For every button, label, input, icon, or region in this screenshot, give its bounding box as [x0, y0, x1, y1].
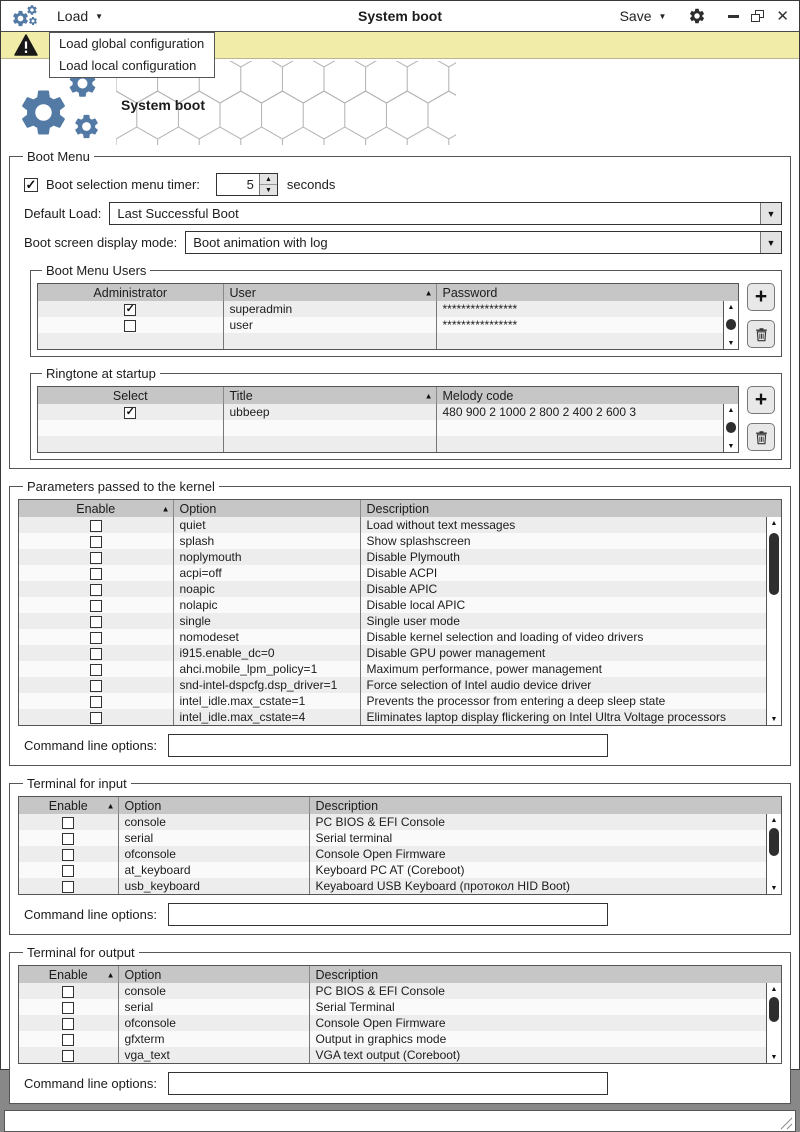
- cell-checkbox: [19, 581, 173, 597]
- cell-option: nolapic: [173, 597, 360, 613]
- cell-option: serial: [118, 999, 309, 1015]
- scroll-down-icon[interactable]: ▼: [727, 339, 735, 347]
- cell-checkbox: [19, 846, 118, 862]
- table-row[interactable]: [19, 999, 781, 1015]
- row-checkbox[interactable]: ✓: [125, 303, 135, 316]
- cell-checkbox: [19, 814, 118, 830]
- timer-row: [18, 173, 782, 196]
- plus-icon: +: [754, 284, 768, 308]
- table-scrollbar[interactable]: [766, 814, 781, 894]
- scrollbar-thumb[interactable]: [726, 422, 736, 433]
- cell-description: PC BIOS & EFI Console: [309, 814, 781, 830]
- display-mode-value: Boot animation with log: [193, 235, 328, 250]
- close-button[interactable]: ✕: [776, 7, 789, 25]
- cell-description: Eliminates laptop display flickering on Intel Ultra Voltage processors: [360, 709, 781, 725]
- load-menu-label: Load: [57, 8, 89, 24]
- cell-option: console: [118, 983, 309, 999]
- cell-option: gfxterm: [118, 1031, 309, 1047]
- column-header-enable[interactable]: Enable ▲: [19, 966, 118, 983]
- cell-description: Console Open Firmware: [309, 846, 781, 862]
- chevron-down-icon: ▼: [658, 11, 667, 21]
- table-row[interactable]: [19, 533, 781, 549]
- row-checkbox[interactable]: [90, 584, 102, 596]
- column-header-enable[interactable]: Enable ▲: [19, 797, 118, 814]
- timer-label: Boot selection menu timer:: [46, 177, 200, 192]
- cell-title: ubbeep: [223, 404, 436, 420]
- cell-checkbox: [38, 436, 223, 452]
- cell-option: acpi=off: [173, 565, 360, 581]
- cell-checkbox: [19, 1047, 118, 1063]
- default-load-value: Last Successful Boot: [117, 206, 239, 221]
- cell-checkbox: [19, 549, 173, 565]
- table-row[interactable]: [19, 581, 781, 597]
- cmdline-label: Command line options:: [24, 907, 157, 922]
- table-row[interactable]: [19, 613, 781, 629]
- row-checkbox[interactable]: [62, 817, 74, 829]
- cell-title: [223, 420, 436, 436]
- scrollbar-thumb[interactable]: [769, 828, 779, 856]
- cell-option: ahci.mobile_lpm_policy=1: [173, 661, 360, 677]
- cell-option: vga_text: [118, 1047, 309, 1063]
- table-row[interactable]: [38, 301, 738, 317]
- scrollbar-thumb[interactable]: [769, 533, 779, 596]
- table-row[interactable]: [38, 317, 738, 333]
- cell-checkbox: [38, 333, 223, 349]
- boot-menu-users-group: [30, 263, 782, 357]
- sort-asc-icon: ▲: [424, 288, 433, 297]
- display-mode-label: Boot screen display mode:: [24, 235, 178, 250]
- cell-checkbox: [19, 645, 173, 661]
- cell-checkbox: [19, 862, 118, 878]
- row-checkbox[interactable]: [90, 600, 102, 612]
- row-checkbox[interactable]: [62, 881, 74, 893]
- cell-user: [223, 333, 436, 349]
- scroll-down-icon[interactable]: ▼: [770, 1053, 778, 1061]
- table-row[interactable]: [19, 693, 781, 709]
- cell-description: Disable local APIC: [360, 597, 781, 613]
- row-checkbox[interactable]: [90, 520, 102, 532]
- ringtone-table: [37, 386, 739, 453]
- row-checkbox[interactable]: [62, 986, 74, 998]
- table-row[interactable]: [19, 814, 781, 830]
- row-checkbox[interactable]: [90, 712, 102, 724]
- sort-asc-icon: ▲: [106, 970, 115, 979]
- timer-value[interactable]: 5: [217, 174, 259, 195]
- terminal-output-cmdline-input[interactable]: [168, 1072, 608, 1095]
- table-row[interactable]: [19, 597, 781, 613]
- cell-description: Disable Plymouth: [360, 549, 781, 565]
- column-header-option[interactable]: Option: [173, 500, 360, 517]
- scroll-up-icon[interactable]: ▲: [727, 303, 735, 311]
- cell-option: usb_keyboard: [118, 878, 309, 894]
- display-mode-select[interactable]: [185, 231, 782, 254]
- terminal-input-cmdline-input[interactable]: [168, 903, 608, 926]
- cell-checkbox: [38, 317, 223, 333]
- kernel-params-group: [9, 479, 791, 766]
- cell-checkbox: [19, 693, 173, 709]
- cell-checkbox: [19, 1015, 118, 1031]
- cell-option: console: [118, 814, 309, 830]
- cell-checkbox: [19, 830, 118, 846]
- table-scrollbar[interactable]: [723, 301, 738, 349]
- cell-checkbox: [19, 533, 173, 549]
- default-load-select[interactable]: [109, 202, 782, 225]
- table-row[interactable]: [19, 661, 781, 677]
- cell-checkbox: [19, 709, 173, 725]
- cell-checkbox: [19, 983, 118, 999]
- table-row[interactable]: [19, 565, 781, 581]
- row-checkbox[interactable]: [124, 320, 136, 332]
- table-row[interactable]: [19, 645, 781, 661]
- scroll-up-icon[interactable]: ▲: [727, 406, 735, 414]
- row-checkbox[interactable]: [62, 1034, 74, 1046]
- resize-grip[interactable]: [780, 1117, 793, 1130]
- app-gears-icon: [11, 4, 41, 28]
- delete-user-button[interactable]: [747, 320, 775, 348]
- table-row[interactable]: [19, 862, 781, 878]
- table-row[interactable]: [19, 517, 781, 533]
- cell-option: noplymouth: [173, 549, 360, 565]
- cell-checkbox: [19, 661, 173, 677]
- cell-description: Show splashscreen: [360, 533, 781, 549]
- row-checkbox[interactable]: ✓: [125, 406, 135, 419]
- cmdline-label: Command line options:: [24, 1076, 157, 1091]
- ringtone-group: [30, 366, 782, 460]
- timer-spinbox[interactable]: [216, 173, 278, 196]
- cell-option: serial: [118, 830, 309, 846]
- boot-menu-legend: Boot Menu: [27, 149, 90, 164]
- scroll-up-icon[interactable]: ▲: [770, 816, 778, 824]
- table-row[interactable]: [19, 846, 781, 862]
- cell-password: ****************: [436, 301, 738, 317]
- terminal-output-legend: Terminal for output: [27, 945, 135, 960]
- row-checkbox[interactable]: [90, 536, 102, 548]
- scroll-down-icon[interactable]: ▼: [727, 442, 735, 450]
- users-table: [37, 283, 739, 350]
- row-checkbox[interactable]: [90, 568, 102, 580]
- cell-option: ofconsole: [118, 846, 309, 862]
- terminal-input-group: [9, 776, 791, 935]
- cell-option: noapic: [173, 581, 360, 597]
- scroll-up-icon[interactable]: ▲: [770, 519, 778, 527]
- cell-description: PC BIOS & EFI Console: [309, 983, 781, 999]
- save-menu-button[interactable]: [620, 8, 667, 24]
- column-header-enable[interactable]: Enable ▲: [19, 500, 173, 517]
- trash-icon: [753, 326, 770, 343]
- window-title: System boot: [357, 8, 443, 24]
- cell-description: Serial terminal: [309, 830, 781, 846]
- add-ringtone-button[interactable]: [747, 386, 775, 414]
- column-header-option[interactable]: Option: [118, 966, 309, 983]
- cell-user: user: [223, 317, 436, 333]
- sort-asc-icon: ▲: [161, 504, 170, 513]
- column-header-title[interactable]: Title ▲: [223, 387, 436, 404]
- cell-option: at_keyboard: [118, 862, 309, 878]
- cell-description: Disable APIC: [360, 581, 781, 597]
- scroll-down-icon[interactable]: ▼: [770, 715, 778, 723]
- column-header-administrator[interactable]: Administrator: [38, 284, 223, 301]
- cell-option: single: [173, 613, 360, 629]
- cell-option: ofconsole: [118, 1015, 309, 1031]
- column-header-description[interactable]: Description: [309, 797, 781, 814]
- table-row[interactable]: [38, 333, 738, 349]
- cell-checkbox: [19, 517, 173, 533]
- trash-icon: [753, 429, 770, 446]
- restore-button[interactable]: [751, 10, 764, 22]
- cell-checkbox: [19, 878, 118, 894]
- cell-option: i915.enable_dc=0: [173, 645, 360, 661]
- cell-checkbox: [38, 301, 223, 317]
- cell-melody: 480 900 2 1000 2 800 2 400 2 600 3: [436, 404, 738, 420]
- kernel-params-legend: Parameters passed to the kernel: [27, 479, 215, 494]
- boot-menu-group: [9, 149, 791, 469]
- cell-description: Prevents the processor from entering a deep sleep state: [360, 693, 781, 709]
- cell-description: Serial Terminal: [309, 999, 781, 1015]
- cell-checkbox: [19, 1031, 118, 1047]
- row-checkbox[interactable]: [90, 648, 102, 660]
- load-menu-popup: [49, 32, 215, 78]
- table-row[interactable]: [19, 1047, 781, 1063]
- spin-up-icon[interactable]: ▲: [260, 174, 277, 185]
- cell-description: Disable kernel selection and loading of video drivers: [360, 629, 781, 645]
- table-row[interactable]: [19, 830, 781, 846]
- terminal-output-group: [9, 945, 791, 1104]
- row-checkbox[interactable]: [90, 616, 102, 628]
- cell-title: [223, 436, 436, 452]
- chevron-down-icon: ▼: [95, 11, 104, 21]
- terminal-input-table: [18, 796, 782, 895]
- cell-option: snd-intel-dspcfg.dsp_driver=1: [173, 677, 360, 693]
- cell-checkbox: [19, 613, 173, 629]
- column-header-option[interactable]: Option: [118, 797, 309, 814]
- settings-gear-icon[interactable]: [688, 7, 706, 25]
- default-load-label: Default Load:: [24, 206, 102, 221]
- minimize-button[interactable]: [728, 15, 739, 18]
- table-scrollbar[interactable]: [723, 404, 738, 452]
- kernel-cmdline-input[interactable]: [168, 734, 608, 757]
- timer-unit-label: seconds: [286, 177, 336, 192]
- menu-item-load-local[interactable]: Load local configuration: [59, 58, 197, 73]
- table-row[interactable]: [19, 677, 781, 693]
- table-row[interactable]: [19, 709, 781, 725]
- cell-checkbox: [19, 999, 118, 1015]
- add-user-button[interactable]: [747, 283, 775, 311]
- row-checkbox[interactable]: [90, 680, 102, 692]
- column-header-description[interactable]: Description: [360, 500, 781, 517]
- cell-checkbox: [19, 677, 173, 693]
- cell-description: Single user mode: [360, 613, 781, 629]
- cell-checkbox: [19, 629, 173, 645]
- dropdown-arrow-icon[interactable]: ▼: [760, 232, 781, 253]
- display-mode-row: [18, 231, 782, 254]
- table-scrollbar[interactable]: [766, 983, 781, 1063]
- table-row[interactable]: [38, 436, 738, 452]
- cell-checkbox: [19, 565, 173, 581]
- cell-option: intel_idle.max_cstate=4: [173, 709, 360, 725]
- cell-password: [436, 333, 738, 349]
- column-header-melody[interactable]: Melody code: [436, 387, 738, 404]
- cell-checkbox: [38, 404, 223, 420]
- cell-description: VGA text output (Coreboot): [309, 1047, 781, 1063]
- scroll-down-icon[interactable]: ▼: [770, 884, 778, 892]
- cell-option: splash: [173, 533, 360, 549]
- cell-melody: [436, 436, 738, 452]
- spin-down-icon[interactable]: ▼: [264, 186, 272, 194]
- table-row[interactable]: [19, 1031, 781, 1047]
- scrollbar-thumb[interactable]: [769, 997, 779, 1023]
- load-menu-button[interactable]: [57, 8, 103, 24]
- cell-option: nomodeset: [173, 629, 360, 645]
- save-menu-label: Save: [619, 8, 652, 24]
- row-checkbox[interactable]: [62, 865, 74, 877]
- row-checkbox[interactable]: [62, 1018, 74, 1030]
- cell-description: Load without text messages: [360, 517, 781, 533]
- cell-option: quiet: [173, 517, 360, 533]
- scrollbar-thumb[interactable]: [726, 319, 736, 330]
- table-row[interactable]: [19, 983, 781, 999]
- menu-item-load-global[interactable]: Load global configuration: [59, 36, 205, 51]
- column-header-password[interactable]: Password: [436, 284, 738, 301]
- kernel-cmdline-row: [18, 734, 782, 757]
- terminal-output-table: [18, 965, 782, 1064]
- cell-option: intel_idle.max_cstate=1: [173, 693, 360, 709]
- row-checkbox[interactable]: [90, 664, 102, 676]
- titlebar: [1, 1, 799, 32]
- row-checkbox[interactable]: [90, 632, 102, 644]
- cell-description: Keyboard PC AT (Coreboot): [309, 862, 781, 878]
- cell-description: Output in graphics mode: [309, 1031, 781, 1047]
- table-row[interactable]: [19, 549, 781, 565]
- cell-checkbox: [38, 420, 223, 436]
- sort-asc-icon: ▲: [424, 391, 433, 400]
- default-load-row: [18, 202, 782, 225]
- cell-description: Disable ACPI: [360, 565, 781, 581]
- users-legend: Boot Menu Users: [46, 263, 147, 278]
- terminal-input-legend: Terminal for input: [27, 776, 127, 791]
- timer-checkbox[interactable]: ✓: [25, 177, 37, 192]
- status-bar: [4, 1110, 796, 1132]
- delete-ringtone-button[interactable]: [747, 423, 775, 451]
- row-checkbox[interactable]: [62, 1002, 74, 1014]
- column-header-select[interactable]: Select: [38, 387, 223, 404]
- row-checkbox[interactable]: [62, 1050, 74, 1062]
- cell-password: ****************: [436, 317, 738, 333]
- row-checkbox[interactable]: [90, 552, 102, 564]
- kernel-params-table: [18, 499, 782, 726]
- cell-description: Disable GPU power management: [360, 645, 781, 661]
- table-scrollbar[interactable]: [766, 517, 781, 725]
- cell-description: Keyaboard USB Keyboard (протокол HID Boot): [309, 878, 781, 894]
- table-row[interactable]: [19, 1015, 781, 1031]
- ringtone-legend: Ringtone at startup: [46, 366, 156, 381]
- dropdown-arrow-icon[interactable]: ▼: [760, 203, 781, 224]
- cell-description: Force selection of Intel audio device driver: [360, 677, 781, 693]
- row-checkbox[interactable]: [62, 849, 74, 861]
- column-header-user[interactable]: User ▲: [223, 284, 436, 301]
- table-row[interactable]: [19, 878, 781, 894]
- cmdline-label: Command line options:: [24, 738, 157, 753]
- cell-description: Maximum performance, power management: [360, 661, 781, 677]
- row-checkbox[interactable]: [90, 696, 102, 708]
- cell-description: Console Open Firmware: [309, 1015, 781, 1031]
- terminal-input-cmdline-row: [18, 903, 782, 926]
- app-title: System boot: [121, 97, 206, 113]
- row-checkbox[interactable]: [62, 833, 74, 845]
- table-row[interactable]: [38, 404, 738, 420]
- warning-icon: [14, 34, 38, 56]
- cell-checkbox: [19, 597, 173, 613]
- terminal-output-cmdline-row: [18, 1072, 782, 1095]
- column-header-description[interactable]: Description: [309, 966, 781, 983]
- plus-icon: +: [754, 387, 768, 411]
- table-row[interactable]: [38, 420, 738, 436]
- sort-asc-icon: ▲: [106, 801, 115, 810]
- table-row[interactable]: [19, 629, 781, 645]
- cell-user: superadmin: [223, 301, 436, 317]
- scroll-up-icon[interactable]: ▲: [770, 985, 778, 993]
- cell-melody: [436, 420, 738, 436]
